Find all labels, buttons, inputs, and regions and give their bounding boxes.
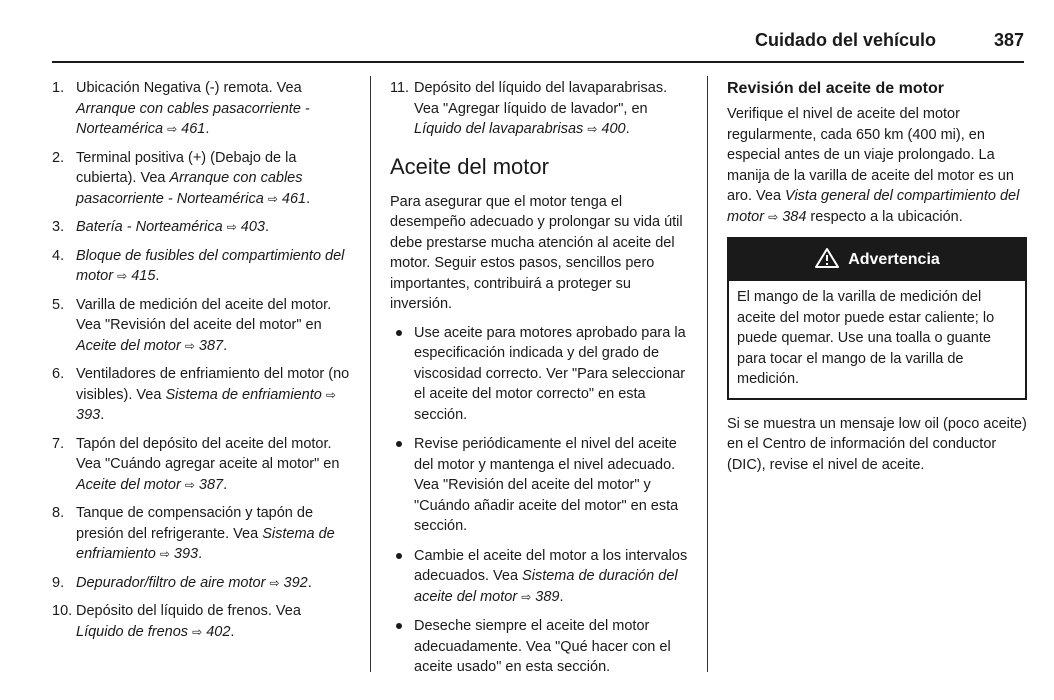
column-3 (727, 78, 1027, 483)
arrow-right-outline-icon: ⇨ (184, 338, 195, 353)
warning-header (729, 239, 1025, 281)
page-ref[interactable]: 389 (535, 588, 560, 605)
arrow-right-outline-icon: ⇨ (167, 122, 178, 136)
cross-reference-link[interactable]: Sistema de duración del aceite del motor (414, 568, 678, 605)
list-item: 1. Ubicación Negativa (-) remota. Vea Arranque con cables pasacorriente - Norteamérica ⇨ 461. (52, 80, 310, 137)
list-item: 3. Batería - Norteamérica ⇨ 403. (52, 219, 270, 235)
page-ref[interactable]: 461 (281, 190, 307, 207)
cross-reference-link[interactable]: Sistema de enfriamiento (76, 525, 335, 562)
bullet-dot-icon (396, 623, 402, 629)
bullet-item: Deseche siempre el aceite del motor adecuadamente. Vea "Qué hacer con el aceite usado" en esta sección. (390, 616, 690, 678)
paragraph: Si se muestra un mensaje low oil (poco aceite) en el Centro de información del conductor (DIC), revise el nivel de aceite. (727, 415, 1027, 473)
warning-triangle-icon (814, 247, 840, 269)
arrow-right-outline-icon: ⇨ (159, 547, 170, 561)
warning-title: Advertencia (848, 251, 940, 268)
list-item: 10. Depósito del líquido de frenos. Vea Líquido de frenos ⇨ 402. (52, 603, 301, 640)
arrow-right-outline-icon: ⇨ (184, 477, 195, 492)
arrow-right-outline-icon: ⇨ (587, 122, 598, 136)
cross-reference-link[interactable]: Batería - Norteamérica (76, 219, 223, 235)
bullet-list (390, 323, 690, 678)
bullet-dot-icon (396, 441, 402, 447)
bullet-item: Cambie el aceite del motor a los intervalos adecuados. Vea Sistema de duración del aceite del motor ⇨ 389. (390, 546, 690, 608)
page-number: 387 (993, 30, 1024, 50)
page-ref[interactable]: 403 (240, 219, 265, 235)
page-ref[interactable]: 392 (283, 574, 308, 591)
subsection-heading: Revisión del aceite de motor (727, 80, 944, 97)
page-ref[interactable]: 400 (601, 121, 626, 137)
arrow-right-outline-icon: ⇨ (269, 575, 280, 590)
page-ref[interactable]: 402 (206, 623, 231, 640)
cross-reference-link[interactable]: Bloque de fusibles del compartimiento del motor (76, 247, 345, 284)
column-2 (390, 78, 690, 687)
cross-reference-link[interactable]: Sistema de enfriamiento (165, 386, 322, 403)
cross-reference-link[interactable]: Arranque con cables pasacorriente - Norteamérica (76, 100, 310, 137)
numbered-list (52, 78, 352, 642)
list-item: 5. Varilla de medición del aceite del motor. Vea "Revisión del aceite del motor" en Aceite del motor ⇨ 387. (52, 296, 332, 354)
page-ref[interactable]: 461 (181, 121, 206, 137)
arrow-right-outline-icon: ⇨ (226, 220, 237, 234)
page-ref[interactable]: 387 (198, 337, 224, 354)
column-1 (52, 78, 352, 650)
page-ref[interactable]: 384 (782, 208, 807, 225)
page-header (52, 30, 1024, 60)
bullet-dot-icon (396, 330, 402, 336)
cross-reference-link[interactable]: Vista general del compartimiento del motor (727, 188, 1020, 225)
paragraph: Verifique el nivel de aceite del motor regularmente, cada 650 km (400 mi), en especial antes de un viaje prolongado. La manija de la varilla de aceite del motor es un aro. Vea Vista general del compartimiento del motor ⇨ 384 respecto a la ubicación. (727, 106, 1020, 225)
page-ref[interactable]: 415 (131, 268, 156, 284)
bullet-dot-icon (396, 553, 402, 559)
list-item: 8. Tanque de compensación y tapón de presión del refrigerante. Vea Sistema de enfriamiento ⇨ 393. (52, 505, 335, 562)
list-item: 2. Terminal positiva (+) (Debajo de la cubierta). Vea Arranque con cables pasacorriente - Norteamérica ⇨ 461. (52, 149, 311, 207)
cross-reference-link[interactable]: Arranque con cables pasacorriente - Norteamérica (76, 170, 303, 207)
intro-paragraph: Para asegurar que el motor tenga el desempeño adecuado y prolongar su vida útil debe prestarse mucha atención al aceite del motor. Seguir estos pasos, sencillos pero importantes, contribuirá a proteger su inversión. (390, 193, 683, 312)
list-item: 9. Depurador/filtro de aire motor ⇨ 392. (52, 574, 312, 591)
bullet-item: Revise periódicamente el nivel del aceite del motor y mantenga el nivel adecuado. Vea "Revisión del aceite del motor" y "Cuándo añadir aceite del motor" en esta sección. (390, 434, 690, 537)
cross-reference-link[interactable]: Aceite del motor (76, 337, 181, 354)
column-divider-1 (370, 76, 371, 672)
cross-reference-link[interactable]: Líquido del lavaparabrisas (414, 121, 584, 137)
arrow-right-outline-icon: ⇨ (521, 589, 532, 604)
list-item: 4. Bloque de fusibles del compartimiento del motor ⇨ 415. (52, 247, 345, 284)
arrow-right-outline-icon: ⇨ (117, 269, 128, 283)
section-title: Cuidado del vehículo (754, 30, 936, 50)
column-divider-2 (707, 76, 708, 672)
list-item: 6. Ventiladores de enfriamiento del motor (no visibles). Vea Sistema de enfriamiento ⇨ 393. (52, 366, 350, 423)
page-ref[interactable]: 393 (76, 407, 101, 423)
warning-box (727, 237, 1027, 400)
arrow-right-outline-icon: ⇨ (768, 209, 779, 224)
list-item: 11. Depósito del líquido del lavaparabrisas. Vea "Agregar líquido de lavador", en Líquido del lavaparabrisas ⇨ 400. (390, 80, 668, 137)
list-item: 7. Tapón del depósito del aceite del motor. Vea "Cuándo agregar aceite al motor" en Aceite del motor ⇨ 387. (52, 435, 340, 493)
page-ref[interactable]: 387 (198, 476, 224, 493)
arrow-right-outline-icon: ⇨ (192, 624, 203, 639)
cross-reference-link[interactable]: Líquido de frenos (76, 623, 189, 640)
numbered-list-continued (390, 78, 690, 140)
page-ref[interactable]: 393 (173, 546, 199, 562)
arrow-right-outline-icon: ⇨ (267, 191, 278, 206)
warning-body: El mango de la varilla de medición del aceite del motor puede estar caliente; lo puede quemar. Use una toalla o guante para tocar el mango de la varilla de medición. (737, 289, 995, 387)
cross-reference-link[interactable]: Depurador/filtro de aire motor (76, 574, 266, 591)
header-rule (52, 61, 1024, 63)
cross-reference-link[interactable]: Aceite del motor (76, 476, 181, 493)
arrow-right-outline-icon: ⇨ (325, 387, 336, 402)
section-heading: Aceite del motor (390, 153, 549, 179)
bullet-item: Use aceite para motores aprobado para la especificación indicada y del grado de viscosidad correcto. Ver "Para seleccionar el aceite del motor correcto" en esta sección. (390, 323, 690, 426)
